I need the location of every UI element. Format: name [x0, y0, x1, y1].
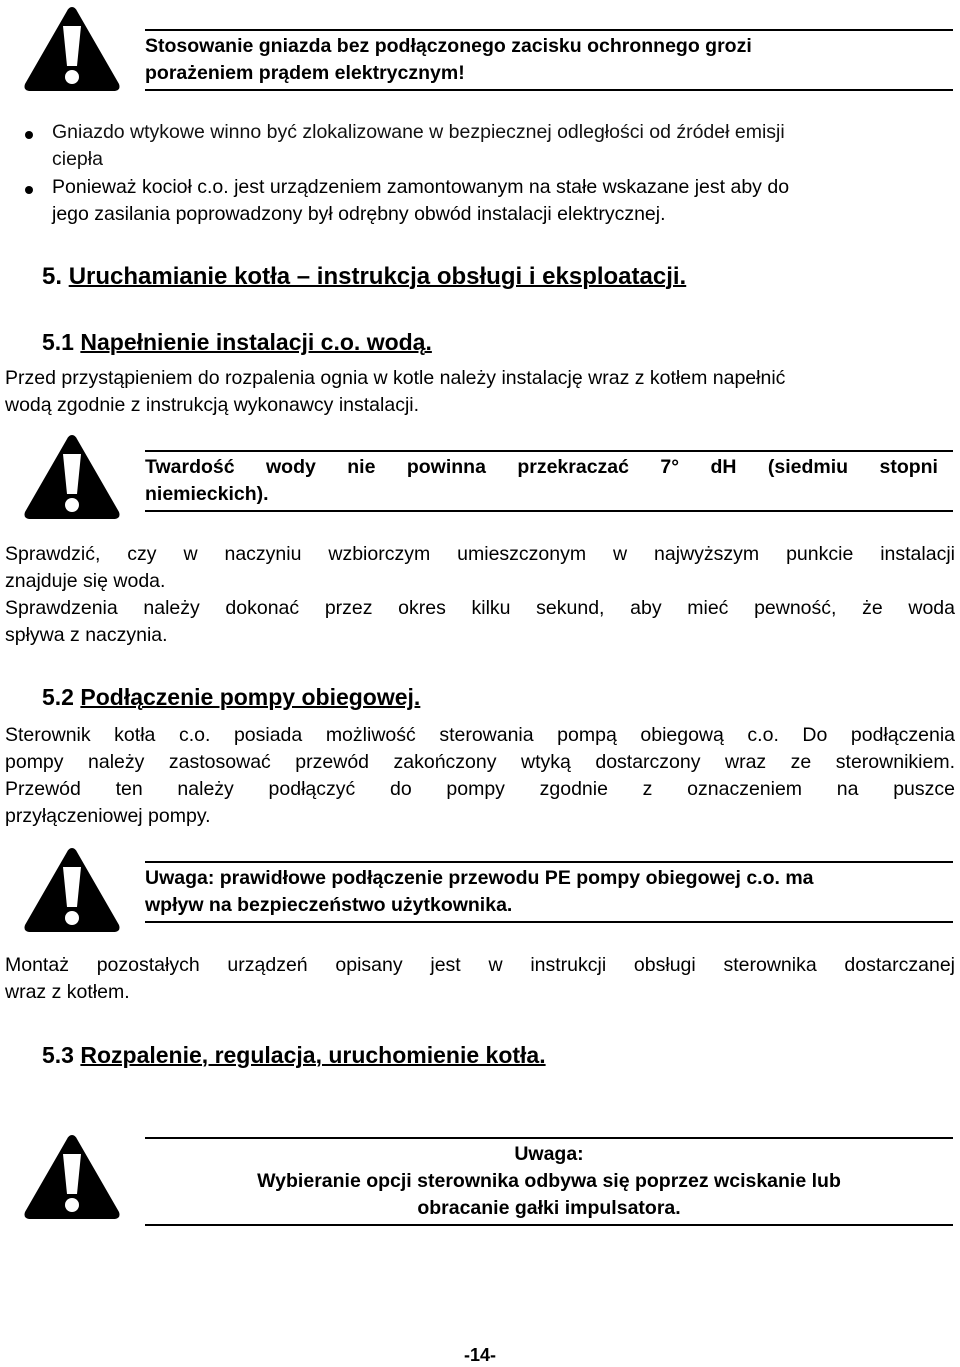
warning-icon — [22, 4, 122, 94]
section-number: 5.1 — [42, 329, 74, 355]
list-item — [52, 119, 957, 173]
section-number: 5. — [42, 263, 63, 290]
paragraph-line: Montaż pozostałych urządzeń opisany jest w instrukcji obsługi sterownika dostarczanej — [5, 954, 955, 976]
section-title: Uruchamianie kotła – instrukcja obsługi i eksploatacji. — [68, 263, 687, 290]
warning-box — [145, 1137, 953, 1226]
paragraph — [5, 365, 955, 419]
warning-line: wpływ na bezpieczeństwo użytkownika. — [145, 894, 513, 916]
warning-box — [145, 861, 953, 923]
subsection-heading — [42, 327, 432, 357]
warning-line: Wybieranie opcji sterownika odbywa się poprzez wciskanie lub — [257, 1170, 841, 1192]
warning-line: porażeniem prądem elektrycznym! — [145, 62, 465, 84]
list-item-line: Ponieważ kocioł c.o. jest urządzeniem zamontowanym na stałe wskazane jest aby do — [52, 176, 790, 198]
list-item — [52, 174, 957, 228]
section-number: 5.2 — [42, 684, 74, 710]
paragraph-line: Sterownik kotła c.o. posiada możliwość sterowania pompą obiegową c.o. Do podłączenia — [5, 724, 955, 746]
paragraph-line: Przed przystąpieniem do rozpalenia ognia w kotle należy instalację wraz z kotłem napełnić — [5, 367, 786, 389]
paragraph-line: Sprawdzenia należy dokonać przez okres kilku sekund, aby mieć pewność, że woda — [5, 597, 955, 619]
warning-line: Uwaga: prawidłowe podłączenie przewodu PE pompy obiegowej c.o. ma — [145, 867, 814, 889]
subsection-heading — [42, 1040, 546, 1070]
bullet-icon — [25, 131, 33, 139]
section-title: Podłączenie pompy obiegowej. — [80, 684, 421, 710]
warning-icon — [22, 845, 122, 935]
section-heading — [42, 262, 686, 292]
paragraph-line: Przewód ten należy podłączyć do pompy zgodnie z oznaczeniem na puszce — [5, 778, 955, 800]
warning-box — [145, 29, 953, 91]
warning-text: Twardość wody nie powinna przekraczać 7° dH (siedmiu stopni — [145, 456, 938, 478]
paragraph-line: znajduje się woda. — [5, 570, 166, 592]
warning-icon — [22, 1132, 122, 1222]
list-item-line: jego zasilania poprowadzony był odrębny obwód instalacji elektrycznej. — [52, 203, 666, 225]
paragraph-line: wodą zgodnie z instrukcją wykonawcy instalacji. — [5, 394, 420, 416]
paragraph-line: przyłączeniowej pompy. — [5, 805, 211, 827]
section-number: 5.3 — [42, 1042, 74, 1068]
paragraph-line: spływa z naczynia. — [5, 624, 168, 646]
warning-icon — [22, 432, 122, 522]
section-title: Rozpalenie, regulacja, uruchomienie kotła. — [80, 1042, 546, 1068]
paragraph-line: pompy należy zastosować przewód zakończony wtyką dostarczony wraz ze sterownikiem. — [5, 751, 955, 773]
paragraph — [5, 952, 955, 1006]
paragraph — [5, 722, 955, 830]
section-title: Napełnienie instalacji c.o. wodą. — [80, 329, 432, 355]
warning-line: Uwaga: — [514, 1143, 584, 1165]
paragraph — [5, 541, 955, 649]
list-item-line: ciepła — [52, 148, 103, 170]
warning-line: niemieckich). — [145, 483, 269, 505]
warning-line — [145, 454, 953, 481]
warning-line: Stosowanie gniazda bez podłączonego zacisku ochronnego grozi — [145, 35, 752, 57]
page-number: -14- — [463, 1345, 496, 1365]
paragraph-line: Sprawdzić, czy w naczyniu wzbiorczym umieszczonym w najwyższym punkcie instalacji — [5, 543, 955, 565]
bullet-icon — [25, 186, 33, 194]
subsection-heading — [42, 682, 420, 712]
list-item-line: Gniazdo wtykowe winno być zlokalizowane w bezpiecznej odległości od źródeł emisji — [52, 121, 785, 143]
warning-box — [145, 450, 953, 512]
warning-line: obracanie gałki impulsatora. — [417, 1197, 681, 1219]
paragraph-line: wraz z kotłem. — [5, 981, 130, 1003]
